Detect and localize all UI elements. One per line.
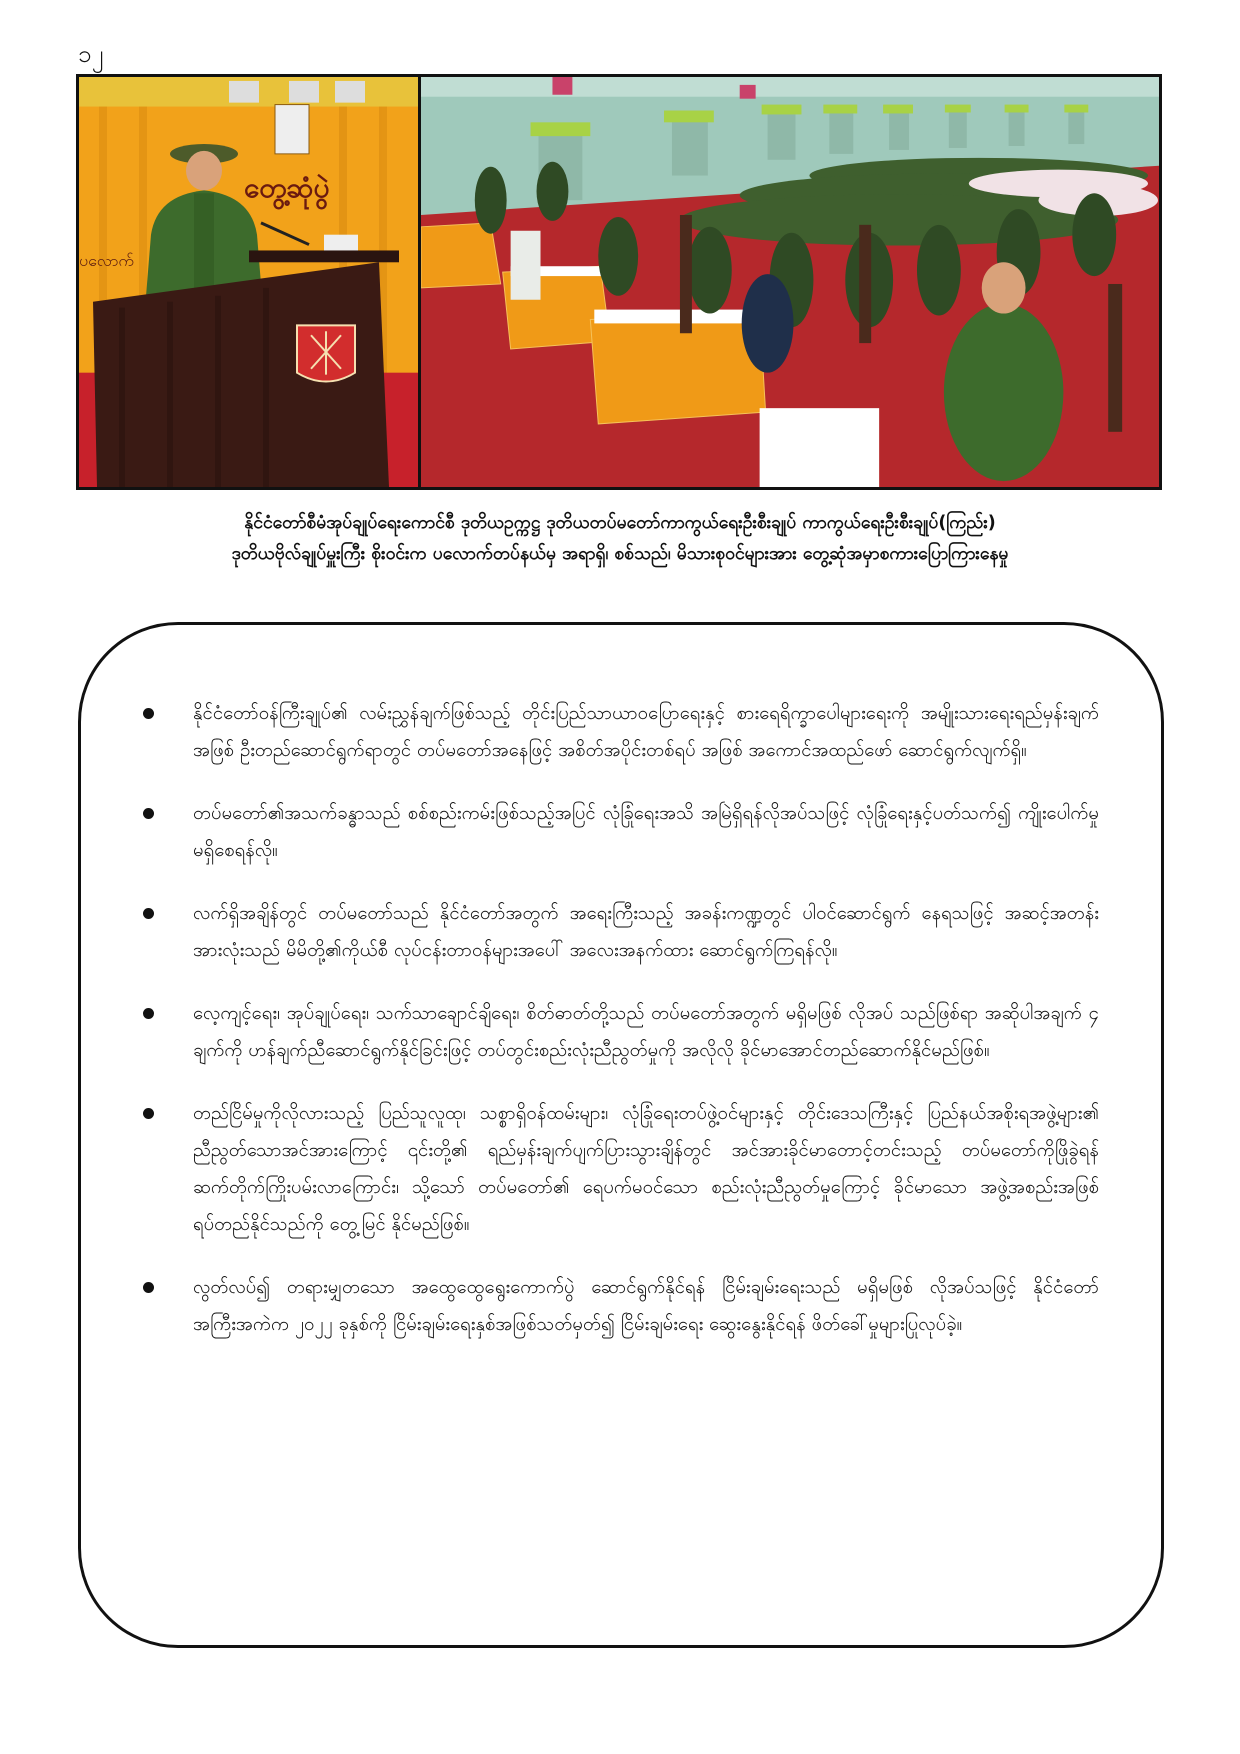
bullet-text: လေ့ကျင့်ရေး၊ အုပ်ချုပ်ရေး၊ သက်သာချောင်ချိရေး၊ စိတ်ဓာတ်တို့သည် တပ်မတော်အတွက် မရှိမဖြစ် လိုအပ် သည်ဖြစ်ရာ အဆိုပါအချက် ၄ ချက်ကို ဟန်ချက်ညီဆောင်ရွက်နိုင်ခြင်းဖြင့် တပ်တွင်းစည်းလုံးညီညွတ်မှုကို အလိုလို ခိုင်မာအောင်တည်ဆောက်နိုင်မည်ဖြစ်။ [193,1003,1099,1061]
page-number: ၁၂ [78,40,104,68]
bullet-dot-icon [143,1282,154,1293]
bullet-dot-icon [143,1108,154,1119]
bullet-item-4 [143,995,1099,1069]
photo-panel [76,74,1162,490]
bullet-item-1 [143,695,1099,769]
audience-photo [421,77,1159,487]
caption-line-2: ဒုတိယဗိုလ်ချုပ်မှူးကြီး စိုးဝင်းက ပလောက်တပ်နယ်မှ အရာရှိ၊ စစ်သည်၊ မိသားစုဝင်များအား တွေ့ဆုံအမှာစကားပြောကြားနေမှု [231,544,1009,564]
bullet-item-2 [143,795,1099,869]
caption-line-1: နိုင်ငံတော်စီမံအုပ်ချုပ်ရေးကောင်စီ ဒုတိယဥက္ကဋ္ဌ ဒုတိယတပ်မတော်ကာကွယ်ရေးဦးစီးချုပ် ကာကွယ်ရေးဦးစီးချုပ်(ကြည်း) [244,513,996,533]
bullet-item-3 [143,895,1099,969]
bullet-list [143,695,1099,1343]
banner-text-2: ပလောက် [79,251,135,271]
bullet-dot-icon [143,1008,154,1019]
bullet-text: တပ်မတော်၏အသက်ခန္ဓာသည် စစ်စည်းကမ်းဖြစ်သည့်အပြင် လုံခြုံရေးအသိ အမြဲရှိရန်လိုအပ်သဖြင့် လုံခြုံရေးနှင့်ပတ်သက်၍ ကျိုးပေါက်မှုမရှိစေရန်လို။ [193,803,1099,861]
bullet-text: နိုင်ငံတော်ဝန်ကြီးချုပ်၏ လမ်းညွှန်ချက်ဖြစ်သည့် တိုင်းပြည်သာယာဝပြောရေးနှင့် စားရေရိက္ခာပေါများရေးကို အမျိုးသားရေးရည်မှန်းချက်အဖြစ် ဦးတည်ဆောင်ရွက်ရာတွင် တပ်မတော်အနေဖြင့် အစိတ်အပိုင်းတစ်ရပ် အဖြစ် အကောင်အထည်ဖော် ဆောင်ရွက်လျက်ရှိ။ [193,703,1099,761]
speaker-photo [79,77,421,487]
bullet-dot-icon [143,708,154,719]
bullet-dot-icon [143,808,154,819]
banner-text: တွေ့ဆုံပွဲ [244,171,330,205]
bullet-box [78,622,1164,1648]
bullet-item-6 [143,1269,1099,1343]
bullet-text: လက်ရှိအချိန်တွင် တပ်မတော်သည် နိုင်ငံတော်အတွက် အရေးကြီးသည့် အခန်းကဏ္ဍတွင် ပါဝင်ဆောင်ရွက် နေရသဖြင့် အဆင့်အတန်းအားလုံးသည် မိမိတို့၏ကိုယ်စီ လုပ်ငန်းတာဝန်များအပေါ် အလေးအနက်ထား ဆောင်ရွက်ကြရန်လို။ [193,903,1099,961]
bullet-item-5 [143,1095,1099,1243]
bullet-text: လွတ်လပ်၍ တရားမျှတသော အထွေထွေရွေးကောက်ပွဲ ဆောင်ရွက်နိုင်ရန် ငြိမ်းချမ်းရေးသည် မရှိမဖြစ် လိုအပ်သဖြင့် နိုင်ငံတော်အကြီးအကဲက ၂၀၂၂ ခုနှစ်ကို ငြိမ်းချမ်းရေးနှစ်အဖြစ်သတ်မှတ်၍ ငြိမ်းချမ်းရေး ဆွေးနွေးနိုင်ရန် ဖိတ်ခေါ်မှုများပြုလုပ်ခဲ့။ [193,1277,1099,1335]
bullet-dot-icon [143,908,154,919]
photo-caption [80,508,1160,570]
bullet-text: တည်ငြိမ်မှုကိုလိုလားသည့် ပြည်သူလူထု၊ သစ္စာရှိဝန်ထမ်းများ၊ လုံခြုံရေးတပ်ဖွဲ့ဝင်များနှင့် တိုင်းဒေသကြီးနှင့် ပြည်နယ်အစိုးရအဖွဲ့များ၏ ညီညွတ်သောအင်အားကြောင့် ၎င်းတို့၏ ရည်မှန်းချက်ပျက်ပြားသွားချိန်တွင် အင်အားခိုင်မာတောင့်တင်းသည့် တပ်မတော်ကိုဖြိုခွဲရန် ဆက်တိုက်ကြိုးပမ်းလာကြောင်း၊ သို့သော် တပ်မတော်၏ ရေပက်မဝင်သော စည်းလုံးညီညွတ်မှုကြောင့် ခိုင်မာသော အဖွဲ့အစည်းအဖြစ် ရပ်တည်နိုင်သည်ကို တွေ့မြင် နိုင်မည်ဖြစ်။ [193,1103,1099,1235]
